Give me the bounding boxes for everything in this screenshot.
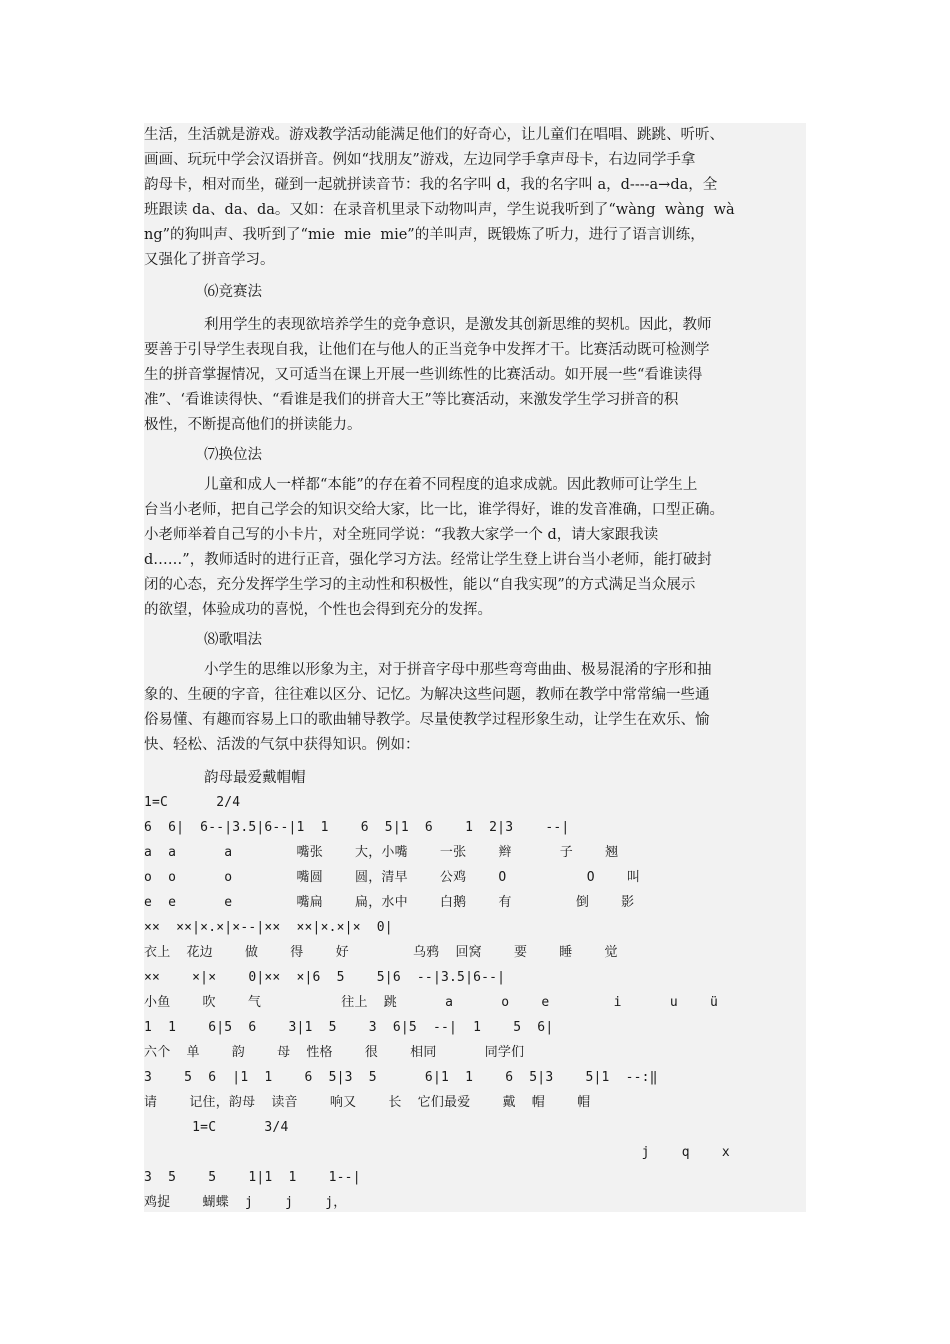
song-title: 韵母最爱戴帽帽	[204, 770, 306, 786]
score-line: j q x	[144, 1145, 730, 1160]
document-page	[144, 123, 806, 1212]
score-line: o o o 嘴圆 圆，清早 公鸡 O O 叫	[144, 870, 641, 885]
paragraph-line: 班跟读 da、da、da。又如：在录音机里录下动物叫声，学生说我听到了“wàng wàng wà	[144, 202, 735, 218]
paragraph-line: 又强化了拼音学习。	[144, 252, 275, 268]
score-line: 小鱼 吹 气 往上 跳 a o e i u ü	[144, 995, 718, 1010]
score-line: 6 6| 6--|3.5|6--|1 1 6 5|1 6 1 2|3 --|	[144, 820, 570, 835]
section-heading-singing: ⑻歌唱法	[204, 632, 262, 648]
paragraph-line: d……”，教师适时的进行正音，强化学习方法。经常让学生登上讲台当小老师，能打破封	[144, 552, 712, 568]
paragraph-line: ng”的狗叫声、我听到了“mie mie mie”的羊叫声，既锻炼了听力，进行了语言训练，	[144, 227, 705, 243]
score-line: 衣上 花边 做 得 好 乌鸦 回窝 要 睡 觉	[144, 945, 618, 960]
score-line: 3 5 6 |1 1 6 5|3 5 6|1 1 6 5|3 5|1 --:‖	[144, 1070, 658, 1085]
paragraph-line: 快、轻松、活泼的气氛中获得知识。例如：	[144, 737, 420, 753]
paragraph-line: 台当小老师，把自己学会的知识交给大家，比一比，谁学得好，谁的发音准确，口型正确。	[144, 502, 724, 518]
paragraph-line: 象的、生硬的字音，往往难以区分、记忆。为解决这些问题，教师在教学中常常编一些通	[144, 687, 710, 703]
paragraph-line: 生的拼音掌握情况，又可适当在课上开展一些训练性的比赛活动。如开展一些“看谁读得	[144, 367, 703, 383]
score-line: e e e 嘴扁 扁，水中 白鹅 有 倒 影	[144, 895, 635, 910]
paragraph-line: 极性，不断提高他们的拼读能力。	[144, 417, 362, 433]
paragraph-line: 小学生的思维以形象为主，对于拼音字母中那些弯弯曲曲、极易混淆的字形和抽	[204, 662, 712, 678]
paragraph-line: 韵母卡，相对而坐，碰到一起就拼读音节：我的名字叫 d，我的名字叫 a，d----a→da，全	[144, 177, 718, 193]
paragraph-line: 闭的心态，充分发挥学生学习的主动性和积极性，能以“自我实现”的方式满足当众展示	[144, 577, 696, 593]
score-line: 1=C 2/4	[144, 795, 241, 810]
score-line: 鸡捉 蝴蝶 j j j，	[144, 1195, 347, 1210]
score-line: 请 记住，韵母 读音 响又 长 它们最爱 戴 帽 帽	[144, 1095, 591, 1110]
paragraph-line: 生活，生活就是游戏。游戏教学活动能满足他们的好奇心，让儿童们在唱唱、跳跳、听听、	[144, 127, 724, 143]
paragraph-line: 画画、玩玩中学会汉语拼音。例如“找朋友”游戏，左边同学手拿声母卡，右边同学手拿	[144, 152, 696, 168]
score-line: 六个 单 韵 母 性格 很 相同 同学们	[144, 1045, 525, 1060]
score-line: 3 5 5 1|1 1 1--|	[144, 1170, 361, 1185]
score-line: ×× ×|× 0|×× ×|6 5 5|6 --|3.5|6--|	[144, 970, 506, 985]
paragraph-line: 要善于引导学生表现自我，让他们在与他人的正当竞争中发挥才干。比赛活动既可检测学	[144, 342, 710, 358]
section-heading-competition: ⑹竞赛法	[204, 284, 262, 300]
score-line: 1=C 3/4	[144, 1120, 289, 1135]
paragraph-line: 儿童和成人一样都“本能”的存在着不同程度的追求成就。因此教师可让学生上	[204, 477, 698, 493]
paragraph-line: 的欲望，体验成功的喜悦，个性也会得到充分的发挥。	[144, 602, 492, 618]
paragraph-line: 利用学生的表现欲培养学生的竞争意识，是激发其创新思维的契机。因此，教师	[204, 317, 712, 333]
score-line: 1 1 6|5 6 3|1 5 3 6|5 --| 1 5 6|	[144, 1020, 554, 1035]
score-line: ×× ××|×.×|×--|×× ××|×.×|× 0|	[144, 920, 393, 935]
paragraph-line: 准”、‘看谁读得快、“看谁是我们的拼音大王”等比赛活动，来激发学生学习拼音的积	[144, 392, 679, 408]
score-line: a a a 嘴张 大，小嘴 一张 辫 子 翘	[144, 845, 619, 860]
paragraph-line: 俗易懂、有趣而容易上口的歌曲辅导教学。尽量使教学过程形象生动，让学生在欢乐、愉	[144, 712, 710, 728]
paragraph-line: 小老师举着自己写的小卡片，对全班同学说：“我教大家学一个 d，请大家跟我读	[144, 527, 659, 543]
section-heading-role-swap: ⑺换位法	[204, 447, 262, 463]
